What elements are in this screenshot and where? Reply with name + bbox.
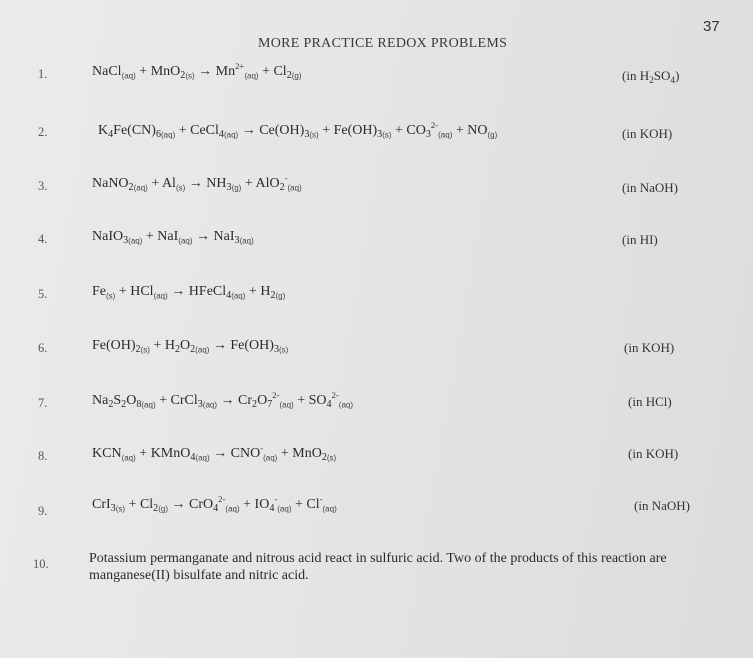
problem-equation: $KCN_{(aq)}$ + KMnO$_{4(aq)}$ → $CNO^-_{(aq)} + MnO_{2(s)}$ [92, 442, 337, 464]
problem-number: 3. [38, 179, 48, 193]
problem-equation: $Fe(OH)_{2(s)} + H_2O_{2(aq)} \to Fe(OH)_{3(s)}$ [92, 338, 289, 356]
problem-equation: $K_4Fe(CN)_{6(aq)}$ + CeCl$_{4(aq)}$ → $Ce(OH)_{3(s)} + Fe(OH)_{3(s)} + CO_3^{2-}_{(aq)} + NO_{(g)}$ [98, 119, 498, 141]
problem-condition: (in KOH) [624, 340, 675, 355]
problem-condition: (in NaOH) [634, 498, 690, 513]
problem-number: 2. [38, 125, 48, 139]
problem-number: 1. [38, 67, 48, 81]
problem-number: 4. [38, 232, 48, 246]
problem-condition: (in HCl) [628, 394, 672, 409]
problem-number: 9. [38, 504, 48, 518]
problem-equation: NaNO$_{2(aq)}$ + $Al_{(s)} \to NH_{3(g)} + AlO_2^-_{(aq)}$ [92, 172, 302, 194]
page-title: MORE PRACTICE REDOX PROBLEMS [258, 36, 508, 51]
problem-equation: NaCl$_{(aq)}$ + $MnO_{2(s)} \to Mn^{2+}_{(aq)} + Cl_{2(g)}$ [92, 60, 302, 82]
problem-equation: $Fe_{(s)} + HCl_{(aq)}$ → HFeCl$_{4(aq)}$ + $H_{2(g)}$ [92, 284, 286, 302]
problem-equation: $Na_2S_2O_{8(aq)}$ + CrCl$_{3(aq)}$ → $Cr_2O_7^{2-}_{(aq)} + SO_4^{2-}_{(aq)}$ [92, 389, 354, 411]
problem-number: 6. [38, 341, 48, 355]
page-number: 37 [703, 18, 720, 35]
problem-equation: $CrI_{3(s)} + Cl_{2(g)} \to CrO_4^{2-}_{(aq)} + IO_4^-_{(aq)} + Cl^-_{(aq)}$ [92, 493, 337, 515]
problem-condition: (in KOH) [628, 446, 679, 461]
problem-number: 10. [33, 557, 49, 571]
problem-equation: NaIO$_{3(aq)}$ + NaI$_{(aq)}$ → NaI$_{3(aq)}$ [92, 229, 254, 247]
problem-condition: (in NaOH) [622, 180, 678, 195]
problem-number: 7. [38, 396, 48, 410]
problem-number: 5. [38, 287, 48, 301]
problem-condition: (in KOH) [622, 126, 673, 141]
problem-condition: (in $H_2SO_4$) [622, 68, 680, 86]
problem-condition: (in HI) [622, 232, 658, 247]
problem-number: 8. [38, 449, 48, 463]
problem-word-question: Potassium permanganate and nitrous acid react in sulfuric acid. Two of the products of this reaction are manganese(II) bisulfate and nitric acid. [89, 551, 667, 583]
